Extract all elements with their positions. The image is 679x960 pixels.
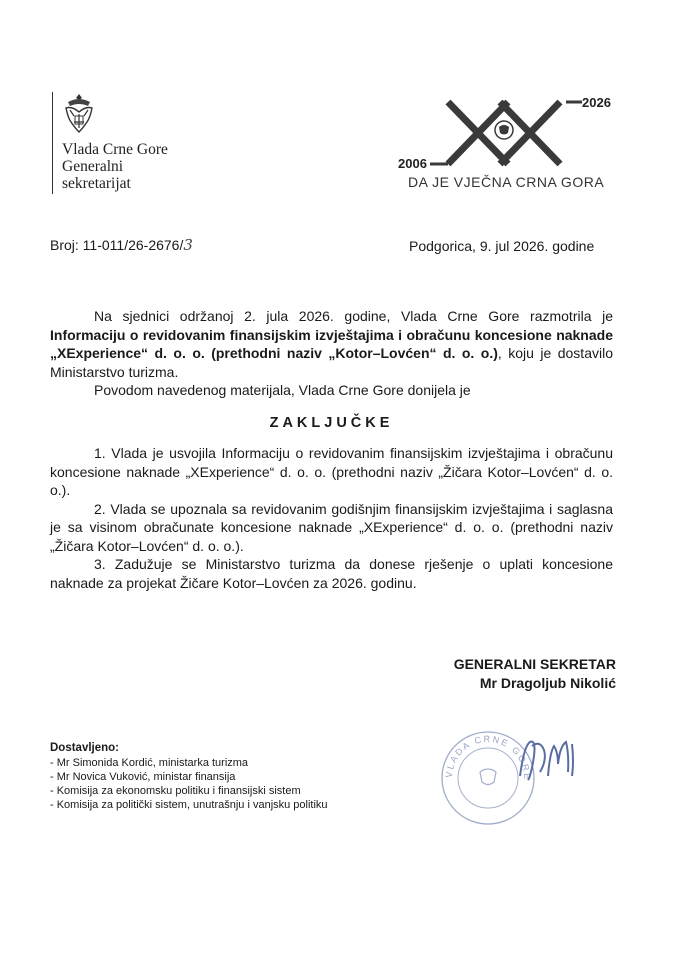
document-body (50, 307, 613, 592)
reference-text: Broj: 11-011/26-2676/ (50, 237, 184, 253)
distribution-item: - Komisija za politički sistem, unutrašnju i vanjsku politiku (50, 799, 328, 811)
place-date: Podgorica, 9. jul 2026. godine (409, 238, 595, 254)
distribution-item: - Mr Novica Vuković, ministar finansija (50, 771, 236, 783)
coat-of-arms-icon (62, 92, 96, 138)
signatory-name: Mr Dragoljub Nikolić (479, 675, 616, 691)
handwritten-signature-icon (514, 736, 578, 784)
distribution-item: - Mr Simonida Kordić, ministarka turizma (50, 757, 249, 769)
intro-paragraph (50, 307, 613, 381)
conclusion-item: 2. Vlada se upoznala sa revidovanim godišnjim finansijskim izvještajima i saglasna je sa visinom obračunate koncesione naknade „XExperience“ d. o. o. (prethodni naziv „Žičara Kotor–Lovćen“ d. o. o.). (50, 500, 613, 554)
signature-block (400, 655, 616, 693)
organization-name (62, 141, 168, 192)
conclusions-heading: ZAKLJUČKE (269, 414, 394, 431)
intro-subject: Informaciju o revidovanim finansijskim izvještajima i obračunu koncesione naknade „XExperience“ d. o. o. (prethodni naziv „Kotor–Lovćen“ d. o. o.) (50, 326, 613, 361)
decision-paragraph: Povodom navedenog materijala, Vlada Crne Gore donijela je (94, 382, 471, 398)
conclusion-item: 1. Vlada je usvojila Informaciju o revidovanim finansijskim izvještajima i obračunu koncesione naknade „XExperience“ d. o. o. (prethodni naziv „Žičara Kotor–Lovćen“ d. o. o.). (50, 445, 613, 498)
intro-text-start: Na sjednici održanoj 2. jula 2026. godine, Vlada Crne Gore razmotrila je (94, 308, 613, 324)
logo-year-end: 2026 (582, 95, 611, 110)
conclusion-item: 3. Zadužuje se Ministarstvo turizma da donese rješenje o uplati koncesione naknade za projekat Žičare Kotor–Lovćen za 2026. godinu. (50, 556, 613, 591)
org-line: sekretarijat (62, 175, 131, 192)
header-divider (52, 92, 53, 194)
intro-text-end: , koju je dostavilo Ministarstvo turizma. (50, 345, 613, 380)
reference-handwritten-suffix: 3 (183, 236, 193, 254)
logo-year-start: 2006 (398, 156, 427, 171)
motto: DA JE VJEČNA CRNA GORA (408, 174, 605, 190)
signatory-title: GENERALNI SEKRETAR (453, 656, 616, 672)
distribution-title: Dostavljeno: (50, 742, 120, 754)
reference-number (50, 236, 193, 254)
distribution-item: - Komisija za ekonomsku politiku i finansijski sistem (50, 785, 301, 797)
distribution-list (50, 741, 328, 812)
org-line: Vlada Crne Gore (62, 141, 168, 158)
org-line: Generalni (62, 158, 124, 175)
stamp-text: VLADA CRNE GORE (443, 733, 533, 782)
